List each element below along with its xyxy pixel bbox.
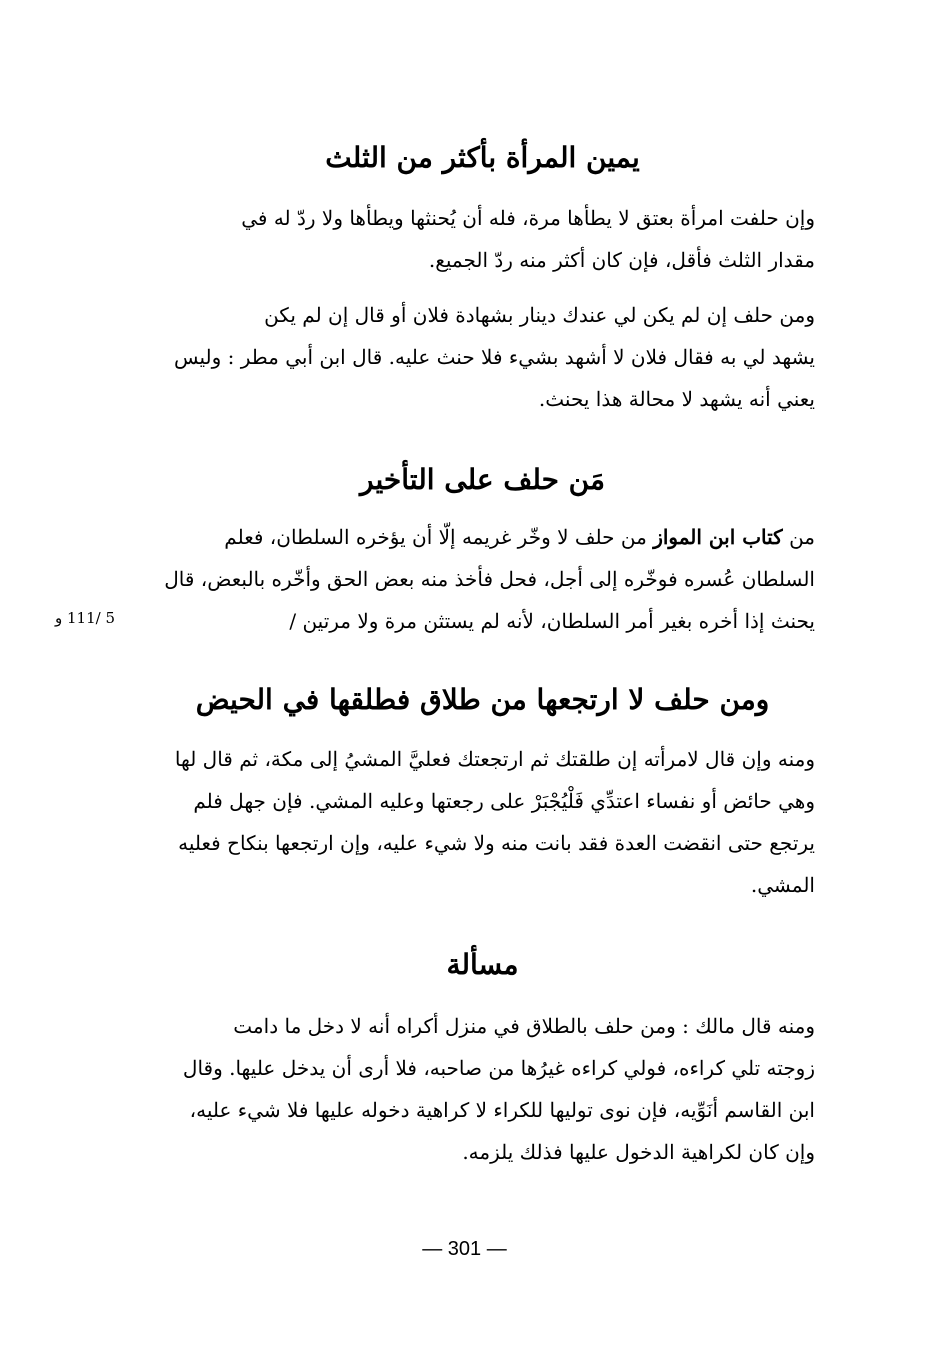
section-title-question: مسألة xyxy=(446,948,519,981)
text-line: يحنث إذا أخره بغير أمر السلطان، لأنه لم يستثن مرة ولا مرتين / xyxy=(289,609,815,633)
text-line: السلطان عُسره فوخّره إلى أجل، فحل فأخذ منه بعض الحق وأخّره بالبعض، قال xyxy=(164,567,815,591)
text-line: يشهد لي به فقال فلان لا أشهد بشيء فلا حنث عليه. قال ابن أبي مطر : وليس xyxy=(173,345,815,369)
page-number: — 301 — xyxy=(422,1238,507,1260)
text-line: زوجته تلي كراءه، فولي كراءه غيرُها من صاحبه، فلا أرى أن يدخل عليها. وقال xyxy=(182,1056,815,1080)
manuscript-folio-note: 5 /111 و xyxy=(55,609,116,627)
section-title-oath-of-woman: يمين المرأة بأكثر من الثلث xyxy=(325,141,640,174)
text-line: ومن حلف إن لم يكن لي عندك دينار بشهادة فلان أو قال إن لم يكن xyxy=(264,303,815,327)
paragraph-4 xyxy=(150,738,815,906)
text-prefix: من xyxy=(789,525,815,549)
text-line: ومنه وإن قال لامرأته إن طلقتك ثم ارتجعتك فعليَّ المشيُ إلى مكة، ثم قال لها xyxy=(174,747,815,771)
text-line: يرتجع حتى انقضت العدة فقد بانت منه ولا شيء عليه، وإن ارتجعها بنكاح فعليه xyxy=(178,831,815,855)
text-line: وإن حلفت امرأة بعتق لا يطأها مرة، فله أن يُحنثها ويطأها ولا ردّ له في xyxy=(241,206,815,230)
text-line: وإن كان لكراهية الدخول عليها فذلك يلزمه. xyxy=(462,1140,815,1164)
text-line: ومنه قال مالك : ومن حلف بالطلاق في منزل أكراه أنه لا دخل ما دامت xyxy=(233,1014,815,1038)
paragraph-3 xyxy=(150,516,815,642)
section-title-divorce-during-menstruation: ومن حلف لا ارتجعها من طلاق فطلقها في الحيض xyxy=(195,683,770,716)
text-line: يعني أنه يشهد لا محالة هذا يحنث. xyxy=(538,387,815,411)
text-line: وهي حائض أو نفساء اعتدِّي فَلْيُجْبَرْ على رجعتها وعليه المشي. فإن جهل فلم xyxy=(193,789,815,813)
text-line: ابن القاسم أنَوِّيه، فإن نوى توليها للكراء لا كراهية دخوله عليها فلا شيء عليه، xyxy=(189,1098,815,1122)
text-line xyxy=(150,516,815,558)
paragraph-1 xyxy=(150,197,815,281)
text-rest: من حلف لا وخّر غريمه إلّا أن يؤخره السلطان، فعلم xyxy=(224,525,647,549)
section-title-delay-oath: مَن حلف على التأخير xyxy=(360,463,605,496)
text-line: مقدار الثلث فأقل، فإن كان أكثر منه ردّ الجميع. xyxy=(428,248,815,272)
paragraph-2 xyxy=(150,294,815,420)
paragraph-5 xyxy=(150,1005,815,1173)
source-reference: كتاب ابن المواز xyxy=(653,525,783,549)
text-line: المشي. xyxy=(750,873,815,897)
